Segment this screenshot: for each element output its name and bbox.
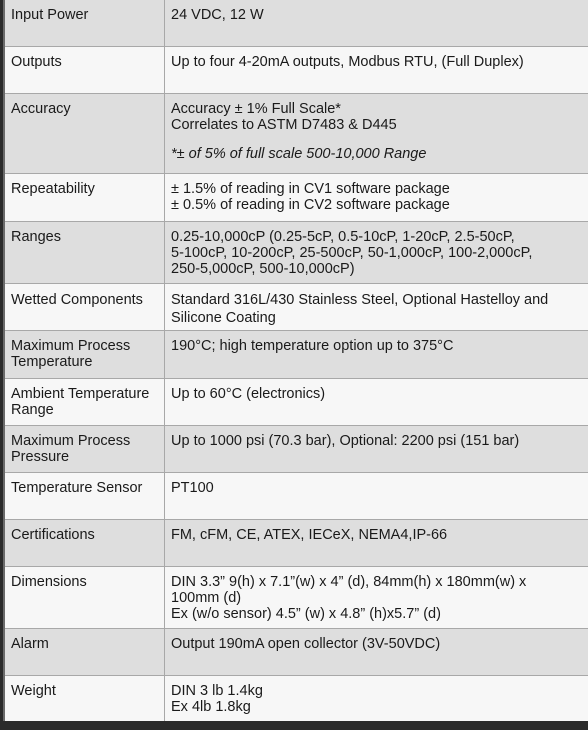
spec-value-line: FM, cFM, CE, ATEX, IECeX, NEMA4,IP-66 [171,527,448,543]
spec-value-line: ± 1.5% of reading in CV1 software package [171,181,450,197]
spec-label: Temperature Sensor [5,473,165,519]
spec-value-line: Standard 316L/430 Stainless Steel, Optional Hastelloy and [171,292,549,308]
spec-row-wetted-components [5,284,588,331]
spec-value [165,676,588,721]
spec-value-line: 100mm (d) [171,590,242,606]
spec-value-line: Output 190mA open collector (3V-50VDC) [171,636,441,652]
spec-row-alarm [5,629,588,676]
spec-label: Ranges [5,222,165,283]
spec-label: Wetted Components [5,284,165,330]
spec-value [165,379,588,425]
spec-row-repeatability [5,174,588,222]
spec-value-line: 5-100cP, 10-200cP, 25-500cP, 50-1,000cP, 100-2,000cP, [171,245,533,261]
spec-value-line: 24 VDC, 12 W [171,7,264,23]
spec-value [165,567,588,628]
spec-value [165,520,588,566]
spec-value [165,174,588,221]
spec-value-line: Ex 4lb 1.8kg [171,699,251,715]
spec-row-weight [5,676,588,721]
spec-footnote: *± of 5% of full scale 500-10,000 Range [171,146,427,162]
spec-value-line: Silicone Coating [171,310,276,326]
spec-row-accuracy [5,94,588,174]
spec-value-line: Correlates to ASTM D7483 & D445 [171,117,397,133]
spec-value [165,47,588,93]
spec-value [165,473,588,519]
spec-value-line: Up to 1000 psi (70.3 bar), Optional: 2200 psi (151 bar) [171,433,520,449]
spec-value [165,426,588,472]
spec-row-input-power [5,0,588,47]
page-bottom-edge [0,721,588,730]
spec-value-line: Up to four 4-20mA outputs, Modbus RTU, (Full Duplex) [171,54,524,70]
spec-label: Ambient Temperature Range [5,379,165,425]
spec-label: Alarm [5,629,165,675]
spec-row-certifications [5,520,588,567]
spec-value-line: ± 0.5% of reading in CV2 software package [171,197,450,213]
spec-table [3,0,588,721]
spec-label: Weight [5,676,165,721]
spec-value-line: Up to 60°C (electronics) [171,386,326,402]
spec-row-temperature-sensor [5,473,588,520]
spec-row-max-process-temperature [5,331,588,379]
spec-value-line: 0.25-10,000cP (0.25-5cP, 0.5-10cP, 1-20cP, 2.5-50cP, [171,229,515,245]
spec-value [165,331,588,378]
spec-value [165,0,588,46]
spec-value [165,629,588,675]
spec-row-outputs [5,47,588,94]
spec-label: Maximum Process Temperature [5,331,165,378]
spec-label: Outputs [5,47,165,93]
spec-row-ranges [5,222,588,284]
spec-label: Repeatability [5,174,165,221]
spec-label: Input Power [5,0,165,46]
spec-value-line: 250-5,000cP, 500-10,000cP) [171,261,355,277]
spec-row-dimensions [5,567,588,629]
spec-row-max-process-pressure [5,426,588,473]
spec-value-line: Accuracy ± 1% Full Scale* [171,101,341,117]
spec-value-line: DIN 3.3” 9(h) x 7.1”(w) x 4” (d), 84mm(h) x 180mm(w) x [171,574,527,590]
spec-label: Maximum Process Pressure [5,426,165,472]
spec-value [165,222,588,283]
spec-label: Certifications [5,520,165,566]
spec-value-line: 190°C; high temperature option up to 375°C [171,338,454,354]
spec-label: Dimensions [5,567,165,628]
spec-value [165,94,588,173]
spec-value-line: Ex (w/o sensor) 4.5” (w) x 4.8” (h)x5.7” (d) [171,606,441,622]
spec-value-line: DIN 3 lb 1.4kg [171,683,263,699]
spec-row-ambient-temperature-range [5,379,588,426]
spec-value [165,284,588,330]
spec-value-line: PT100 [171,480,214,496]
spec-label: Accuracy [5,94,165,173]
